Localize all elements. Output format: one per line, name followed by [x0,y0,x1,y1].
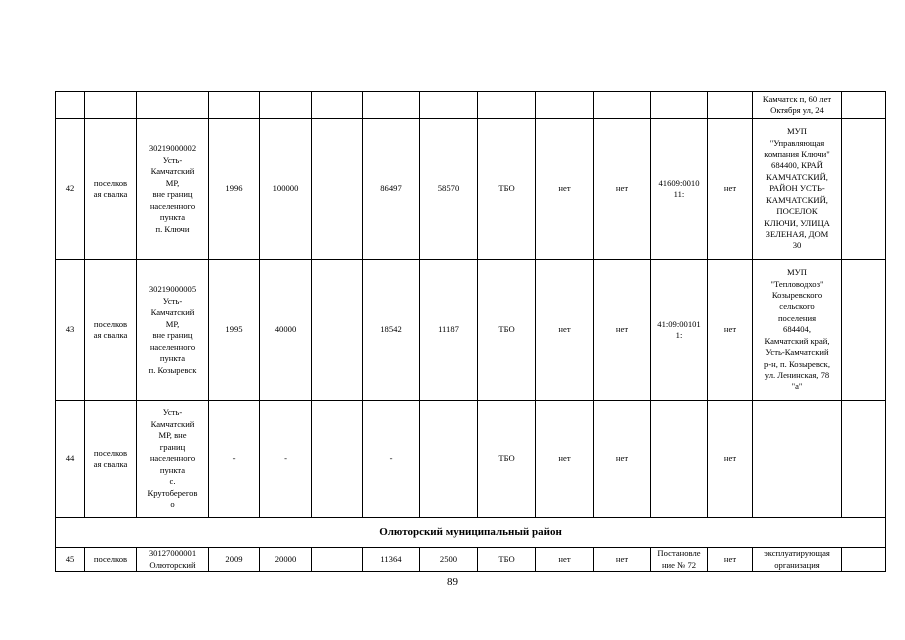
location-line: 30219000002 [148,143,197,153]
owner-line: Усть-Камчатский [765,347,829,358]
cell-notes [842,260,886,401]
cell-c11: нет [594,260,651,401]
table-row [56,548,886,572]
cell-c13: нет [708,260,753,401]
cell-cadastral [651,548,708,572]
location-line: п. Ключи [155,223,190,234]
location-line: 30219000005 [148,284,197,294]
type-line: поселков [93,318,128,329]
owner-line: ЗЕЛЕНАЯ, ДОМ [765,228,829,239]
owner-line: поселения [777,312,817,323]
owner-line: МУП [787,126,807,137]
cell-c6 [312,548,363,572]
cell-waste: ТБО [478,401,536,518]
type-line: ая свалка [93,189,128,199]
cell-notes [842,92,886,119]
location-line: Усть- [162,295,183,306]
cell-owner [753,92,842,119]
location-line: вне границ [152,330,193,340]
location-line: Камчатский [150,418,195,429]
cell-cadastral [651,401,708,518]
cell-c11: нет [594,401,651,518]
owner-line: 684400, КРАЙ [771,160,823,171]
cell-num: 42 [56,119,85,260]
location-line: пункта [159,353,186,363]
owner-line: Камчатск п, 60 лет [762,93,832,104]
cell-num: 45 [56,548,85,572]
cell-c8 [420,401,478,518]
cadastral-line: 41:09:00101 [657,318,701,329]
table-row [56,119,886,260]
location-line: Камчатский [150,166,195,176]
location-line: 30127000001 [148,548,197,558]
cell-year: 2009 [209,548,260,572]
owner-line: 684404, [783,324,811,335]
cell-c13: нет [708,119,753,260]
owner-line: МУП [787,267,807,278]
cell-c8: 58570 [420,119,478,260]
location-line: с. [169,476,176,487]
cell-waste: ТБО [478,119,536,260]
location-line: МР, [165,177,180,188]
location-line: Камчатский [150,307,195,317]
owner-line: "Управляющая [769,137,825,148]
cell-c7: 86497 [363,119,420,260]
owner-line: Камчатский край, [764,335,830,346]
cell-owner [753,260,842,401]
cadastral-line: ние № 72 [661,559,697,570]
cell-notes [842,119,886,260]
owner-line: "Тепловодхоз" [770,278,824,289]
cell-notes [842,401,886,518]
owner-line: организация [774,559,820,570]
cell-c11 [594,92,651,119]
cell-year: 1995 [209,260,260,401]
cell-c13 [708,92,753,119]
cell-year: 1996 [209,119,260,260]
location-line: населенного [149,200,196,211]
table-row [56,401,886,518]
cell-c8: 2500 [420,548,478,572]
location-line: населенного [149,453,196,464]
cell-c10: нет [536,401,594,518]
owner-line: компания Ключи" [764,149,830,160]
cell-location [137,92,209,119]
location-line: МР, [165,318,180,329]
location-line: Крутоберегов [147,487,198,498]
location-line: п. Козыревск [148,364,197,375]
cell-c5: 100000 [260,119,312,260]
cell-year: - [209,401,260,518]
owner-line: РАЙОН УСТЬ- [769,183,825,194]
cell-c7: 11364 [363,548,420,572]
cell-type [85,548,137,572]
cell-type [85,260,137,401]
type-line: ая свалка [93,330,128,340]
owner-line: "а" [791,381,803,392]
cell-owner [753,401,842,518]
cell-owner [753,548,842,572]
cell-c5 [260,92,312,119]
cell-c7 [363,92,420,119]
cell-c6 [312,401,363,518]
cell-location [137,548,209,572]
cell-waste: ТБО [478,548,536,572]
cell-c13: нет [708,548,753,572]
cell-notes [842,548,886,572]
cell-year [209,92,260,119]
page-number: 89 [447,576,458,588]
cell-waste [478,92,536,119]
location-line: Олюторский [149,559,196,570]
region-header-row [56,518,886,548]
cell-c10: нет [536,119,594,260]
cell-c5: - [260,401,312,518]
cell-location [137,401,209,518]
cell-owner [753,119,842,260]
cell-c11: нет [594,548,651,572]
owner-line: КАМЧАТСКИЙ, [766,171,828,182]
owner-line: 30 [792,240,802,251]
type-line: поселков [93,177,128,188]
cadastral-line: 11: [673,189,685,199]
cell-type [85,401,137,518]
cell-c5: 40000 [260,260,312,401]
location-line: Усть- [162,407,183,418]
location-line: вне границ [152,189,193,199]
cell-c6 [312,92,363,119]
owner-line: сельского [779,301,815,312]
owner-line: Козыревского [771,290,823,301]
cell-type [85,92,137,119]
cell-c10 [536,92,594,119]
cell-location [137,119,209,260]
cadastral-line: 41609:0010 [658,177,700,188]
cadastral-line: 1: [675,330,683,340]
owner-line: КЛЮЧИ, УЛИЦА [764,217,830,228]
cell-c5: 20000 [260,548,312,572]
owner-line: эксплуатирующая [764,548,830,559]
cell-c10: нет [536,548,594,572]
cell-c6 [312,119,363,260]
type-line: поселков [93,553,128,564]
waste-sites-table [55,91,886,572]
cell-num [56,92,85,119]
cell-cadastral [651,119,708,260]
cell-type [85,119,137,260]
owner-line: КАМЧАТСКИЙ, [766,194,828,205]
table-row-continuation [56,92,886,119]
region-header: Олюторский муниципальный район [56,518,886,548]
cell-waste: ТБО [478,260,536,401]
owner-line: р-н, п. Козыревск, [764,358,830,369]
cell-c10: нет [536,260,594,401]
cell-c6 [312,260,363,401]
owner-line: Октября ул, 24 [770,105,824,115]
cell-location [137,260,209,401]
cell-c13: нет [708,401,753,518]
type-line: ая свалка [93,459,128,469]
cell-c8: 11187 [420,260,478,401]
cell-c7: 18542 [363,260,420,401]
location-line: пункта [159,464,186,475]
cell-c7: - [363,401,420,518]
location-line: границ [159,441,186,452]
location-line: пункта [159,212,186,222]
cell-cadastral [651,92,708,119]
cell-num: 44 [56,401,85,518]
owner-line: ул. Ленинская, 78 [764,369,830,380]
owner-line: ПОСЕЛОК [776,206,818,217]
cadastral-line: Постановле [657,548,701,558]
cell-c11: нет [594,119,651,260]
location-line: Усть- [162,154,183,165]
type-line: поселков [93,447,128,458]
location-line: населенного [149,341,196,352]
cell-c8 [420,92,478,119]
cell-num: 43 [56,260,85,401]
table-row [56,260,886,401]
location-line: о [170,499,175,510]
cell-cadastral [651,260,708,401]
location-line: МР, вне [158,430,187,441]
